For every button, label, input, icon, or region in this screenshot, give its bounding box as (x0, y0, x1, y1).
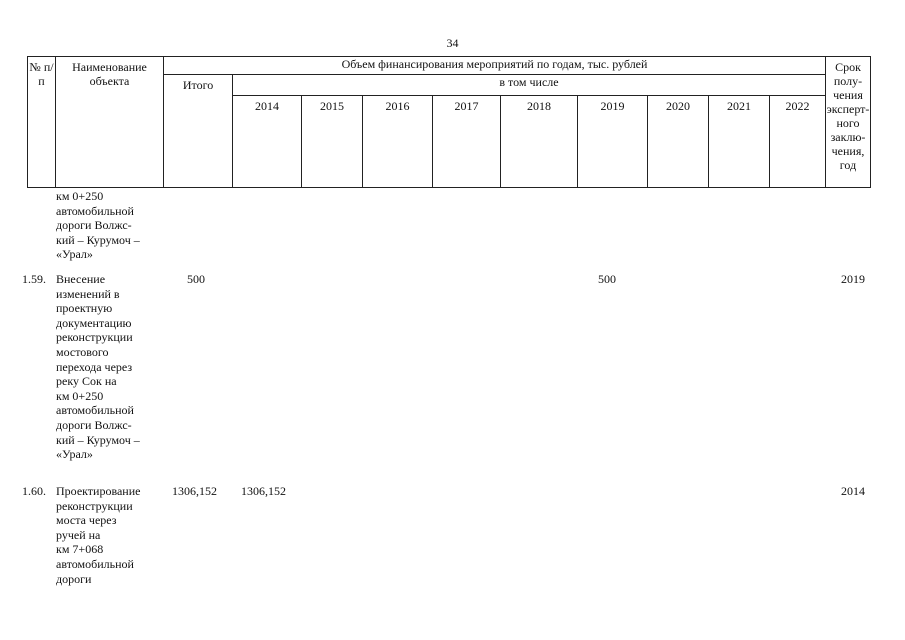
header-year-2022: 2022 (770, 96, 826, 188)
row-number: 1.59. (22, 272, 46, 286)
row-total: 1306,152 (172, 484, 217, 498)
row-object-name (56, 484, 166, 586)
header-year-2018: 2018 (501, 96, 578, 188)
name-line: дороги (56, 571, 92, 586)
funding-table-header (27, 56, 871, 188)
row-2014-value: 1306,152 (241, 484, 286, 498)
header-number: № п/п (28, 57, 56, 188)
header-year-2019: 2019 (578, 96, 648, 188)
name-line: кий – Курумоч – (56, 232, 140, 247)
header-total: Итого (164, 75, 233, 188)
name-line: реку Сок на (56, 374, 117, 389)
name-line: мостового (56, 344, 109, 359)
row-number: 1.60. (22, 484, 46, 498)
name-line: км 0+250 (56, 388, 104, 403)
row-deadline: 2019 (841, 272, 865, 286)
name-line: км 0+250 (56, 189, 104, 203)
name-line: моста через (56, 513, 117, 528)
header-funding: Объем финансирования мероприятий по годам, тыс. рублей (164, 57, 826, 75)
name-line: Проектирование (56, 484, 141, 498)
header-year-2020: 2020 (648, 96, 709, 188)
header-year-2016: 2016 (363, 96, 433, 188)
name-line: Внесение (56, 272, 106, 286)
header-year-2021: 2021 (709, 96, 770, 188)
header-year-2017: 2017 (433, 96, 501, 188)
name-line: перехода через (56, 359, 133, 374)
header-year-2014: 2014 (233, 96, 302, 188)
name-line: автомобильной (56, 403, 134, 418)
header-year-2015: 2015 (302, 96, 363, 188)
name-line: реконструкции (56, 330, 133, 345)
row-total: 500 (187, 272, 205, 286)
name-line: ручей на (56, 527, 101, 542)
header-object-name: Наименование объекта (56, 57, 164, 188)
name-line: дороги Волжс- (56, 218, 132, 233)
name-line: км 7+068 (56, 542, 104, 557)
name-line: «Урал» (56, 447, 93, 462)
name-line: «Урал» (56, 247, 93, 262)
header-deadline: Срок полу-чения эксперт-ного заклю-чения, год (826, 57, 871, 188)
page-number: 34 (446, 36, 459, 50)
row-continuation-name (56, 189, 166, 262)
name-line: кий – Курумоч – (56, 432, 140, 447)
name-line: документацию (56, 315, 132, 330)
row-2019-value: 500 (598, 272, 616, 286)
name-line: реконструкции (56, 498, 133, 513)
name-line: проектную (56, 301, 113, 316)
row-object-name (56, 272, 166, 462)
row-deadline: 2014 (841, 484, 865, 498)
header-including: в том числе (233, 75, 826, 96)
name-line: изменений в (56, 286, 120, 301)
name-line: автомобильной (56, 203, 134, 218)
name-line: дороги Волжс- (56, 417, 132, 432)
name-line: автомобильной (56, 556, 134, 571)
